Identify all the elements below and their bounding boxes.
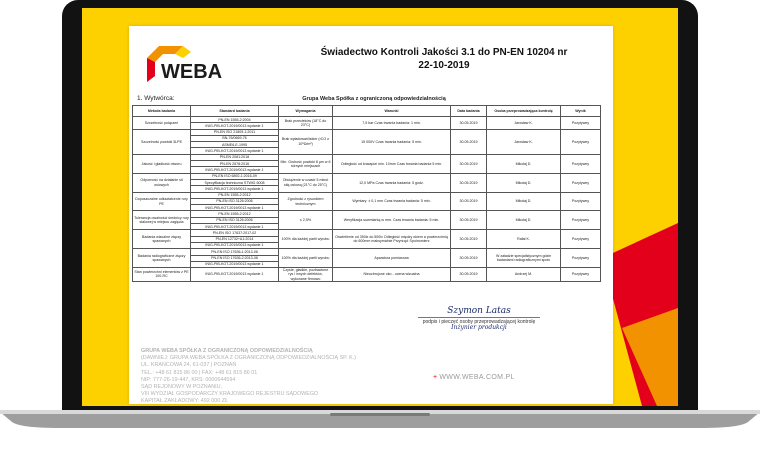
test-standard-cell: PN-EN ISO 17636-2:2013-06: [191, 255, 279, 261]
result-cell: Pozytywny: [561, 154, 601, 173]
test-results-table: [132, 105, 601, 282]
footer-line: NIP: 777-26-19-447, KRS: 0000644594: [141, 376, 236, 383]
footer-line: KAPITAŁ ZAKŁADOWY: 492 000 ZŁ: [141, 398, 229, 404]
website-text: WWW.WEBA.COM.PL: [439, 374, 515, 381]
conditions-cell: 15 000V Czas trwania badania: 5 min.: [333, 129, 451, 154]
test-standard-cell: INIG-PIB-KOT-2019/0013 wydanie 1: [191, 205, 279, 211]
test-standard-cell: INIG-PIB-KOT-2019/0013 wydanie 1: [191, 123, 279, 129]
test-standard-cell: PN-EN 2081:2018: [191, 154, 279, 160]
company-footer: [141, 348, 401, 404]
supplier-label: 1. Wytwórca:: [137, 95, 175, 102]
laptop-screen: [82, 8, 678, 406]
conditions-cell: Nieuzbrojone oko - ocena wizualna: [333, 268, 451, 282]
inspector-cell: Jarosław K.: [487, 129, 561, 154]
test-method-cell: Odporność na działanie sił osiowych: [133, 173, 191, 192]
table-header-row: [133, 106, 601, 117]
test-method-cell: Badania wizualne złączy spawanych: [133, 230, 191, 249]
column-header: Metoda badania: [133, 106, 191, 117]
footer-line: GRUPA WEBA SPÓŁKA Z OGRANICZONĄ ODPOWIEDZIALNOŚCIĄ: [141, 348, 313, 354]
footer-line: (DAWNIEJ: GRUPA WEBA SPÓŁKA Z OGRANICZONĄ ODPOWIEDZIALNOŚCIĄ SP. K.): [141, 355, 356, 362]
signature-caption: podpis i pieczęć osoby przeprowadzającej kontrolę: [422, 319, 536, 325]
signature-role: Inżynier produkcji: [451, 324, 507, 331]
test-standard-cell: BN-76/0669-76: [191, 135, 279, 141]
column-header: Osoba przeprowadzająca kontrolę: [487, 106, 561, 117]
inspector-cell: Jarosław K.: [487, 117, 561, 130]
inspector-cell: W załadzie specjalistycznym gdzie badaniami radiograficznymi spoin: [487, 249, 561, 268]
logo-text: WEBA: [161, 61, 223, 83]
footer-line: VIII WYDZIAŁ GOSPODARCZY KRAJOWEGO REJESTRU SĄDOWEGO: [141, 391, 319, 398]
result-cell: Pozytywny: [561, 211, 601, 230]
test-standard-cell: PN-EN ISO 3126:2006: [191, 198, 279, 204]
result-cell: Pozytywny: [561, 173, 601, 192]
footer-line: TEL.: +48 61 815 86 00 | FAX: +48 61 815 86 01: [141, 369, 258, 376]
conditions-cell: Oświetlenie od 350lx do 500lx Odległość między okiem a powierzchnią do 600mm maksymalnie Przyrząd: Spoinomierz: [333, 230, 451, 249]
test-date-cell: 30.05.2019: [451, 129, 487, 154]
test-method-cell: Stan powierzchni elementów z PE 100-RC: [133, 268, 191, 282]
test-method-cell: Jakość i gładkość otworu: [133, 154, 191, 173]
conditions-cell: Weryfikacja suwmiarką w mm. Czas trwania badania: 5 min.: [333, 211, 451, 230]
requirement-cell: Zgodność z rysunkiem technicznym: [279, 192, 333, 211]
plus-icon: +: [433, 374, 438, 381]
test-standard-cell: INIG-PIB-KOT-2019/0013 wydanie 1: [191, 242, 279, 248]
inspector-cell: Mikołaj D.: [487, 154, 561, 173]
test-method-cell: Szczelność powłoki 3LPE: [133, 129, 191, 154]
requirement-cell: 100% dla każdej partii wyrobu: [279, 249, 333, 268]
laptop-base: [0, 410, 760, 430]
test-method-cell: Tolerancja owalności średnicy rury stalowej w miejscu zagięcia: [133, 211, 191, 230]
test-standard-cell: PN-EN ISO 6892-1:2016-09: [191, 173, 279, 179]
test-standard-cell: ASME6-E-1995: [191, 142, 279, 148]
requirement-cell: Brak przecieków (18°C do 23°C): [279, 117, 333, 130]
test-date-cell: 30.05.2019: [451, 117, 487, 130]
result-cell: Pozytywny: [561, 192, 601, 211]
supplier-name: Grupa Weba Spółka z ograniczoną odpowiedzialnością: [302, 96, 446, 102]
requirement-cell: Obciążenie w czasie 5 minut siłą osiową (21°C do 25°C): [279, 173, 333, 192]
footer-line: UL. KRAŃCOWA 24, 61-037 | POZNAŃ: [141, 362, 237, 369]
column-header: Wynik: [561, 106, 601, 117]
test-standard-cell: INIG-PIB-KOT-2019/0013 wydanie 1: [191, 268, 279, 282]
test-method-cell: Szczelność połączeń: [133, 117, 191, 130]
test-standard-cell: INIG-PIB-KOT-2019/0013 wydanie 1: [191, 261, 279, 267]
test-standard-cell: Specyfikacja techniczna STWiG 6008: [191, 179, 279, 185]
test-standard-cell: INIG-PIB-KOT-2019/0013 wydanie 1: [191, 148, 279, 154]
signature-name: Szymon Latas: [447, 306, 511, 316]
test-standard-cell: INIG-PIB-KOT-2019/0013 wydanie 1: [191, 167, 279, 173]
result-cell: Pozytywny: [561, 249, 601, 268]
test-standard-cell: INIG-PIB-KOT-2019/0013 wydanie 1: [191, 224, 279, 230]
inspector-cell: Rafał K.: [487, 230, 561, 249]
conditions-cell: Aparatura pomiarowa: [333, 249, 451, 268]
test-standard-cell: PN-EN 1555-2:2012: [191, 211, 279, 217]
column-header: Wymagania: [279, 106, 333, 117]
test-standard-cell: PN-EN ISO 21809-1:2011: [191, 129, 279, 135]
inspector-cell: Mikołaj D.: [487, 173, 561, 192]
test-standard-cell: PN-EN 2578:2016: [191, 161, 279, 167]
column-header: Data badania: [451, 106, 487, 117]
conditions-cell: Odległość od krawędzi min. 10mm Czas trwania badania 5 min.: [333, 154, 451, 173]
result-cell: Pozytywny: [561, 129, 601, 154]
inspector-cell: Andrzej M.: [487, 268, 561, 282]
test-standard-cell: PN-EN ISO 17636-1:2013-06: [191, 249, 279, 255]
signature-block: [414, 306, 544, 331]
table-row: [133, 268, 601, 282]
document-title: Świadectwo Kontroli Jakości 3.1 do PN-EN 10204 nr 22-10-2019: [279, 46, 609, 72]
inspector-cell: Mikołaj D.: [487, 211, 561, 230]
column-header: Warunki: [333, 106, 451, 117]
result-cell: Pozytywny: [561, 117, 601, 130]
conditions-cell: 7,5 bar Czas trwania badania: 1 min.: [333, 117, 451, 130]
test-standard-cell: PN-EN 1555-2:2004: [191, 117, 279, 123]
requirement-cell: Czyste, gładkie, pozbawione rys i innych defektów, wykonane firmowo: [279, 268, 333, 282]
test-date-cell: 30.05.2019: [451, 268, 487, 282]
result-cell: Pozytywny: [561, 268, 601, 282]
test-date-cell: 30.05.2019: [451, 230, 487, 249]
signature-line: [418, 317, 540, 318]
requirement-cell: Brak wyładowań/iskier (rCO ≥ 10⁸Ω/m²): [279, 129, 333, 154]
requirement-cell: Min. Grubość powłoki 8 µm w 6 różnych miejscach: [279, 154, 333, 173]
laptop-notch: [330, 413, 430, 416]
document-date: 22-10-2019: [418, 60, 470, 71]
test-method-cell: Dopuszczalne odkształcenie rury PE: [133, 192, 191, 211]
requirement-cell: 100% dla każdej partii wyrobu: [279, 230, 333, 249]
test-date-cell: 30.05.2019: [451, 173, 487, 192]
conditions-cell: 12,0 MPa Czas trwania badania: 5 godz.: [333, 173, 451, 192]
footer-line: SĄD REJONOWY W POZNANIU,: [141, 384, 223, 391]
test-standard-cell: PN-EN ISO 17637:2017-02: [191, 230, 279, 236]
test-standard-cell: PN-EN 1555-2:2012: [191, 192, 279, 198]
test-method-cell: Badania radiograficzne złączy spawanych: [133, 249, 191, 268]
test-standard-cell: PN-EN 12732+A1:2014: [191, 236, 279, 242]
requirement-cell: ≤ 2,5%: [279, 211, 333, 230]
table-body: [133, 117, 601, 282]
column-header: Standard badania: [191, 106, 279, 117]
test-standard-cell: INIG-PIB-KOT-2019/0013 wydanie 1: [191, 186, 279, 192]
inspector-cell: Mikołaj D.: [487, 192, 561, 211]
website-link[interactable]: [433, 374, 517, 381]
test-date-cell: 30.05.2019: [451, 249, 487, 268]
test-date-cell: 30.05.2019: [451, 192, 487, 211]
certificate-document: [129, 26, 613, 404]
conditions-cell: Wymiary: ± 0,1 mm Czas trwania badania: 5 min.: [333, 192, 451, 211]
test-date-cell: 30.05.2019: [451, 211, 487, 230]
test-standard-cell: PN-EN ISO 3126:2006: [191, 217, 279, 223]
test-date-cell: 30.05.2019: [451, 154, 487, 173]
weba-logo: [139, 38, 235, 90]
result-cell: Pozytywny: [561, 230, 601, 249]
